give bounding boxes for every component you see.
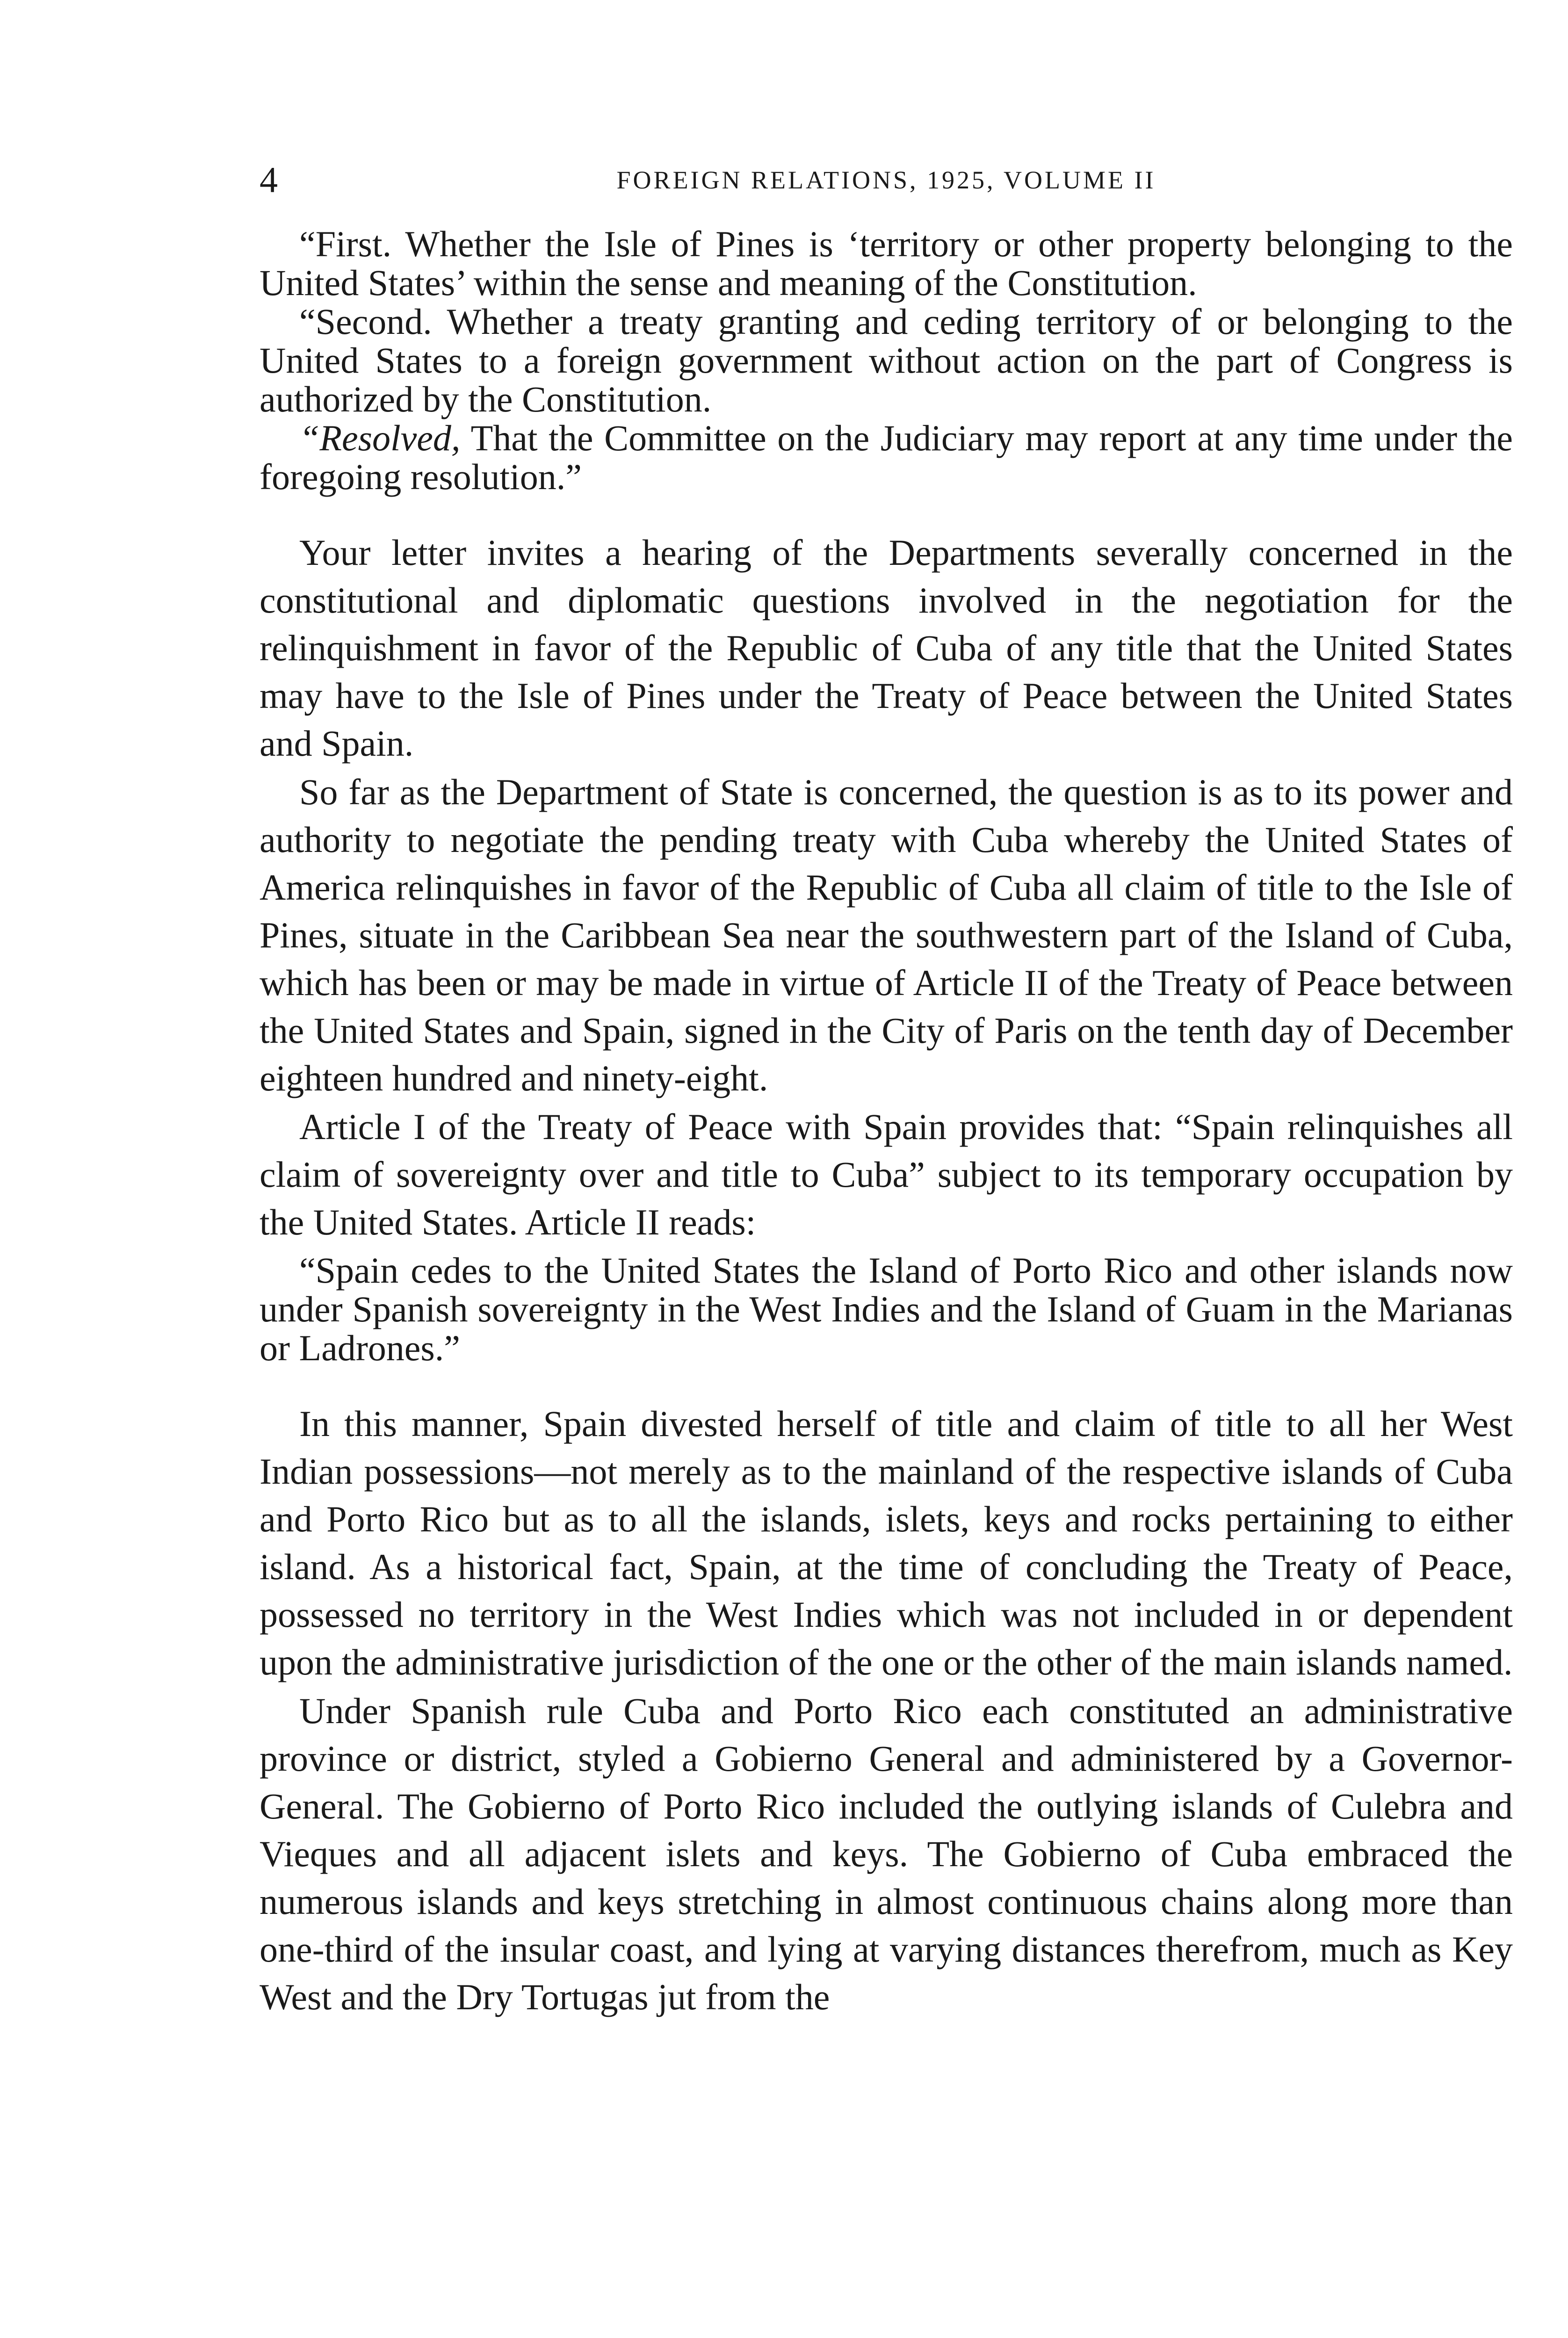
resolved-text: That the Committee on the Judiciary may report at any time under the foregoing resolution.”: [260, 418, 1513, 497]
article-two-quote: [260, 1251, 1513, 1367]
paragraph-spanish-rule: Under Spanish rule Cuba and Porto Rico each constituted an administrative province or district, styled a Gobierno General and administered by a Governor-General. The Gobierno of Porto Rico included the outlying islands of Culebra and Vieques and all adjacent islets and keys. The Gobierno of Cuba embraced the numerous islands and keys stretching in almost continuous chains along more than one-third of the insular coast, and lying at varying distances therefrom, much as Key West and the Dry Tortugas jut from the: [260, 1690, 1513, 2017]
paragraph-article-one: Article I of the Treaty of Peace with Spain provides that: “Spain relinquishes all claim of sovereignty over and title to Cuba” subject to its temporary occupation by the United States. Article II reads:: [260, 1106, 1513, 1242]
paragraph-letter-invites: Your letter invites a hearing of the Departments severally concerned in the constitutional and diplomatic questions involved in the negotiation for the relinquishment in favor of the Republic of Cuba of any title that the United States may have to the Isle of Pines under the Treaty of Peace between the United States and Spain.: [260, 532, 1513, 764]
paragraph-spain-divested: In this manner, Spain divested herself of title and claim of title to all her West Indian possessions—not merely as to the mainland of the respective islands of Cuba and Porto Rico but as to all the islands, islets, keys and rocks pertaining to either island. As a historical fact, Spain, at the time of concluding the Treaty of Peace, possessed no territory in the West Indies which was not included in or dependent upon the administrative jurisdiction of the one or the other of the main islands named.: [260, 1403, 1513, 1682]
document-page: [260, 154, 1513, 2022]
quote-resolved: [260, 419, 1513, 496]
article-two-quote-text: “Spain cedes to the United States the Island of Porto Rico and other islands now under Spanish sovereignty in the West Indies and the Island of Guam in the Marianas or Ladrones.”: [260, 1250, 1513, 1368]
page-number: 4: [260, 159, 278, 200]
running-head-title: FOREIGN RELATIONS, 1925, VOLUME II: [616, 166, 1156, 194]
paragraph-department-of-state: So far as the Department of State is concerned, the question is as to its power and authority to negotiate the pending treaty with Cuba whereby the United States of America relinquishes in favor of the Republic of Cuba all claim of title to the Isle of Pines, situate in the Caribbean Sea near the southwestern part of the Island of Cuba, which has been or may be made in virtue of Article II of the Treaty of Peace between the United States and Spain, signed in the City of Paris on the tenth day of December eighteen hundred and ninety-eight.: [260, 772, 1513, 1098]
resolved-italic: “Resolved,: [299, 418, 461, 458]
quote-first: “First. Whether the Isle of Pines is ‘territory or other property belonging to the United States’ within the sense and meaning of the Constitution.: [260, 224, 1513, 303]
quote-second: “Second. Whether a treaty granting and ceding territory of or belonging to the United States to a foreign government without action on the part of Congress is authorized by the Constitution.: [260, 301, 1513, 419]
resolution-quote: [260, 224, 1513, 496]
running-head: [260, 154, 1513, 206]
